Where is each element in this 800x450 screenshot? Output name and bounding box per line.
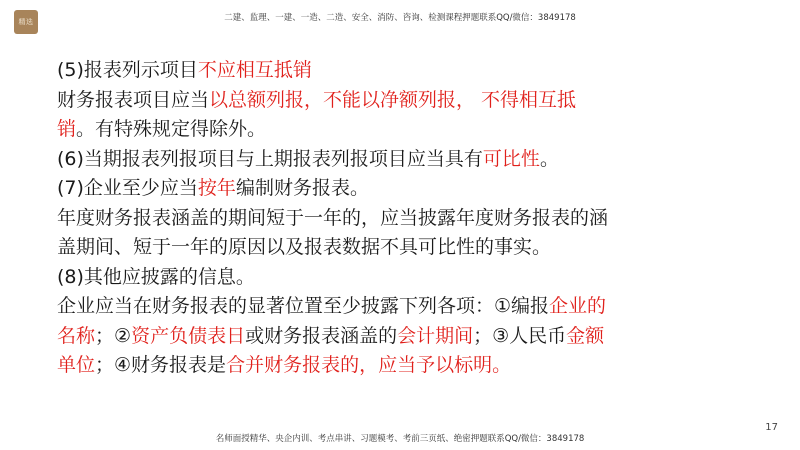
body-text: 编制财务报表。: [235, 177, 369, 199]
content-line: [57, 145, 667, 175]
highlight-text: 可比性: [482, 147, 540, 170]
highlight-text: 金额: [566, 324, 605, 347]
highlight-text: 不应相互抵销: [197, 59, 312, 81]
content-line: [57, 86, 667, 116]
body-text: 盖期间、短于一年的原因以及报表数据不具可比性的事实。: [57, 236, 552, 258]
highlight-text: 企业的: [549, 295, 607, 317]
body-text: ；②: [95, 324, 132, 347]
body-text: (7)企业至少应当: [57, 177, 198, 199]
content-line: [57, 204, 667, 234]
body-text: 财务报表项目应当: [57, 88, 210, 111]
header-note: 二建、监理、一建、一造、二造、安全、消防、咨询、检测课程押题联系QQ/微信：3849178: [224, 13, 576, 23]
slide-content: [57, 56, 667, 381]
content-line: [57, 351, 667, 381]
body-text: 。: [539, 147, 559, 170]
highlight-text: 名称: [57, 324, 96, 347]
logo-text: 精选: [18, 18, 34, 26]
highlight-text: 以总额列报，不能以净额列报， 不得相互抵: [209, 88, 577, 111]
body-text: (5)报表列示项目: [57, 59, 198, 81]
body-text: (8)其他应披露的信息。: [57, 265, 255, 288]
highlight-text: 资产负债表日: [131, 324, 246, 347]
page-number: 17: [765, 422, 778, 433]
body-text: ；④财务报表是: [95, 354, 227, 376]
content-line: [57, 233, 667, 263]
footer-note: 名师面授精华、央企内训、考点串讲、习题模考、考前三页纸、绝密押题联系QQ/微信：3849178: [215, 434, 585, 444]
body-text: 。有特殊规定得除外。: [76, 118, 267, 140]
content-line: [57, 174, 667, 204]
content-line: [57, 322, 667, 352]
content-line: [57, 56, 667, 86]
body-text: (6)当期报表列报项目与上期报表列报项目应当具有: [57, 147, 483, 170]
content-line: [57, 115, 667, 145]
highlight-text: 合并财务报表的，应当予以标明。: [226, 354, 512, 376]
highlight-text: 单位: [57, 354, 96, 376]
highlight-text: 按年: [197, 177, 236, 199]
body-text: 企业应当在财务报表的显著位置至少披露下列各项：①编报: [57, 295, 550, 317]
highlight-text: 会计期间: [397, 324, 474, 347]
body-text: 或财务报表涵盖的: [245, 324, 398, 347]
content-line: [57, 292, 667, 322]
highlight-text: 销: [57, 118, 77, 140]
content-line: [57, 263, 667, 293]
body-text: 年度财务报表涵盖的期间短于一年的，应当披露年度财务报表的涵: [57, 206, 609, 229]
body-text: ；③人民币: [473, 324, 567, 347]
